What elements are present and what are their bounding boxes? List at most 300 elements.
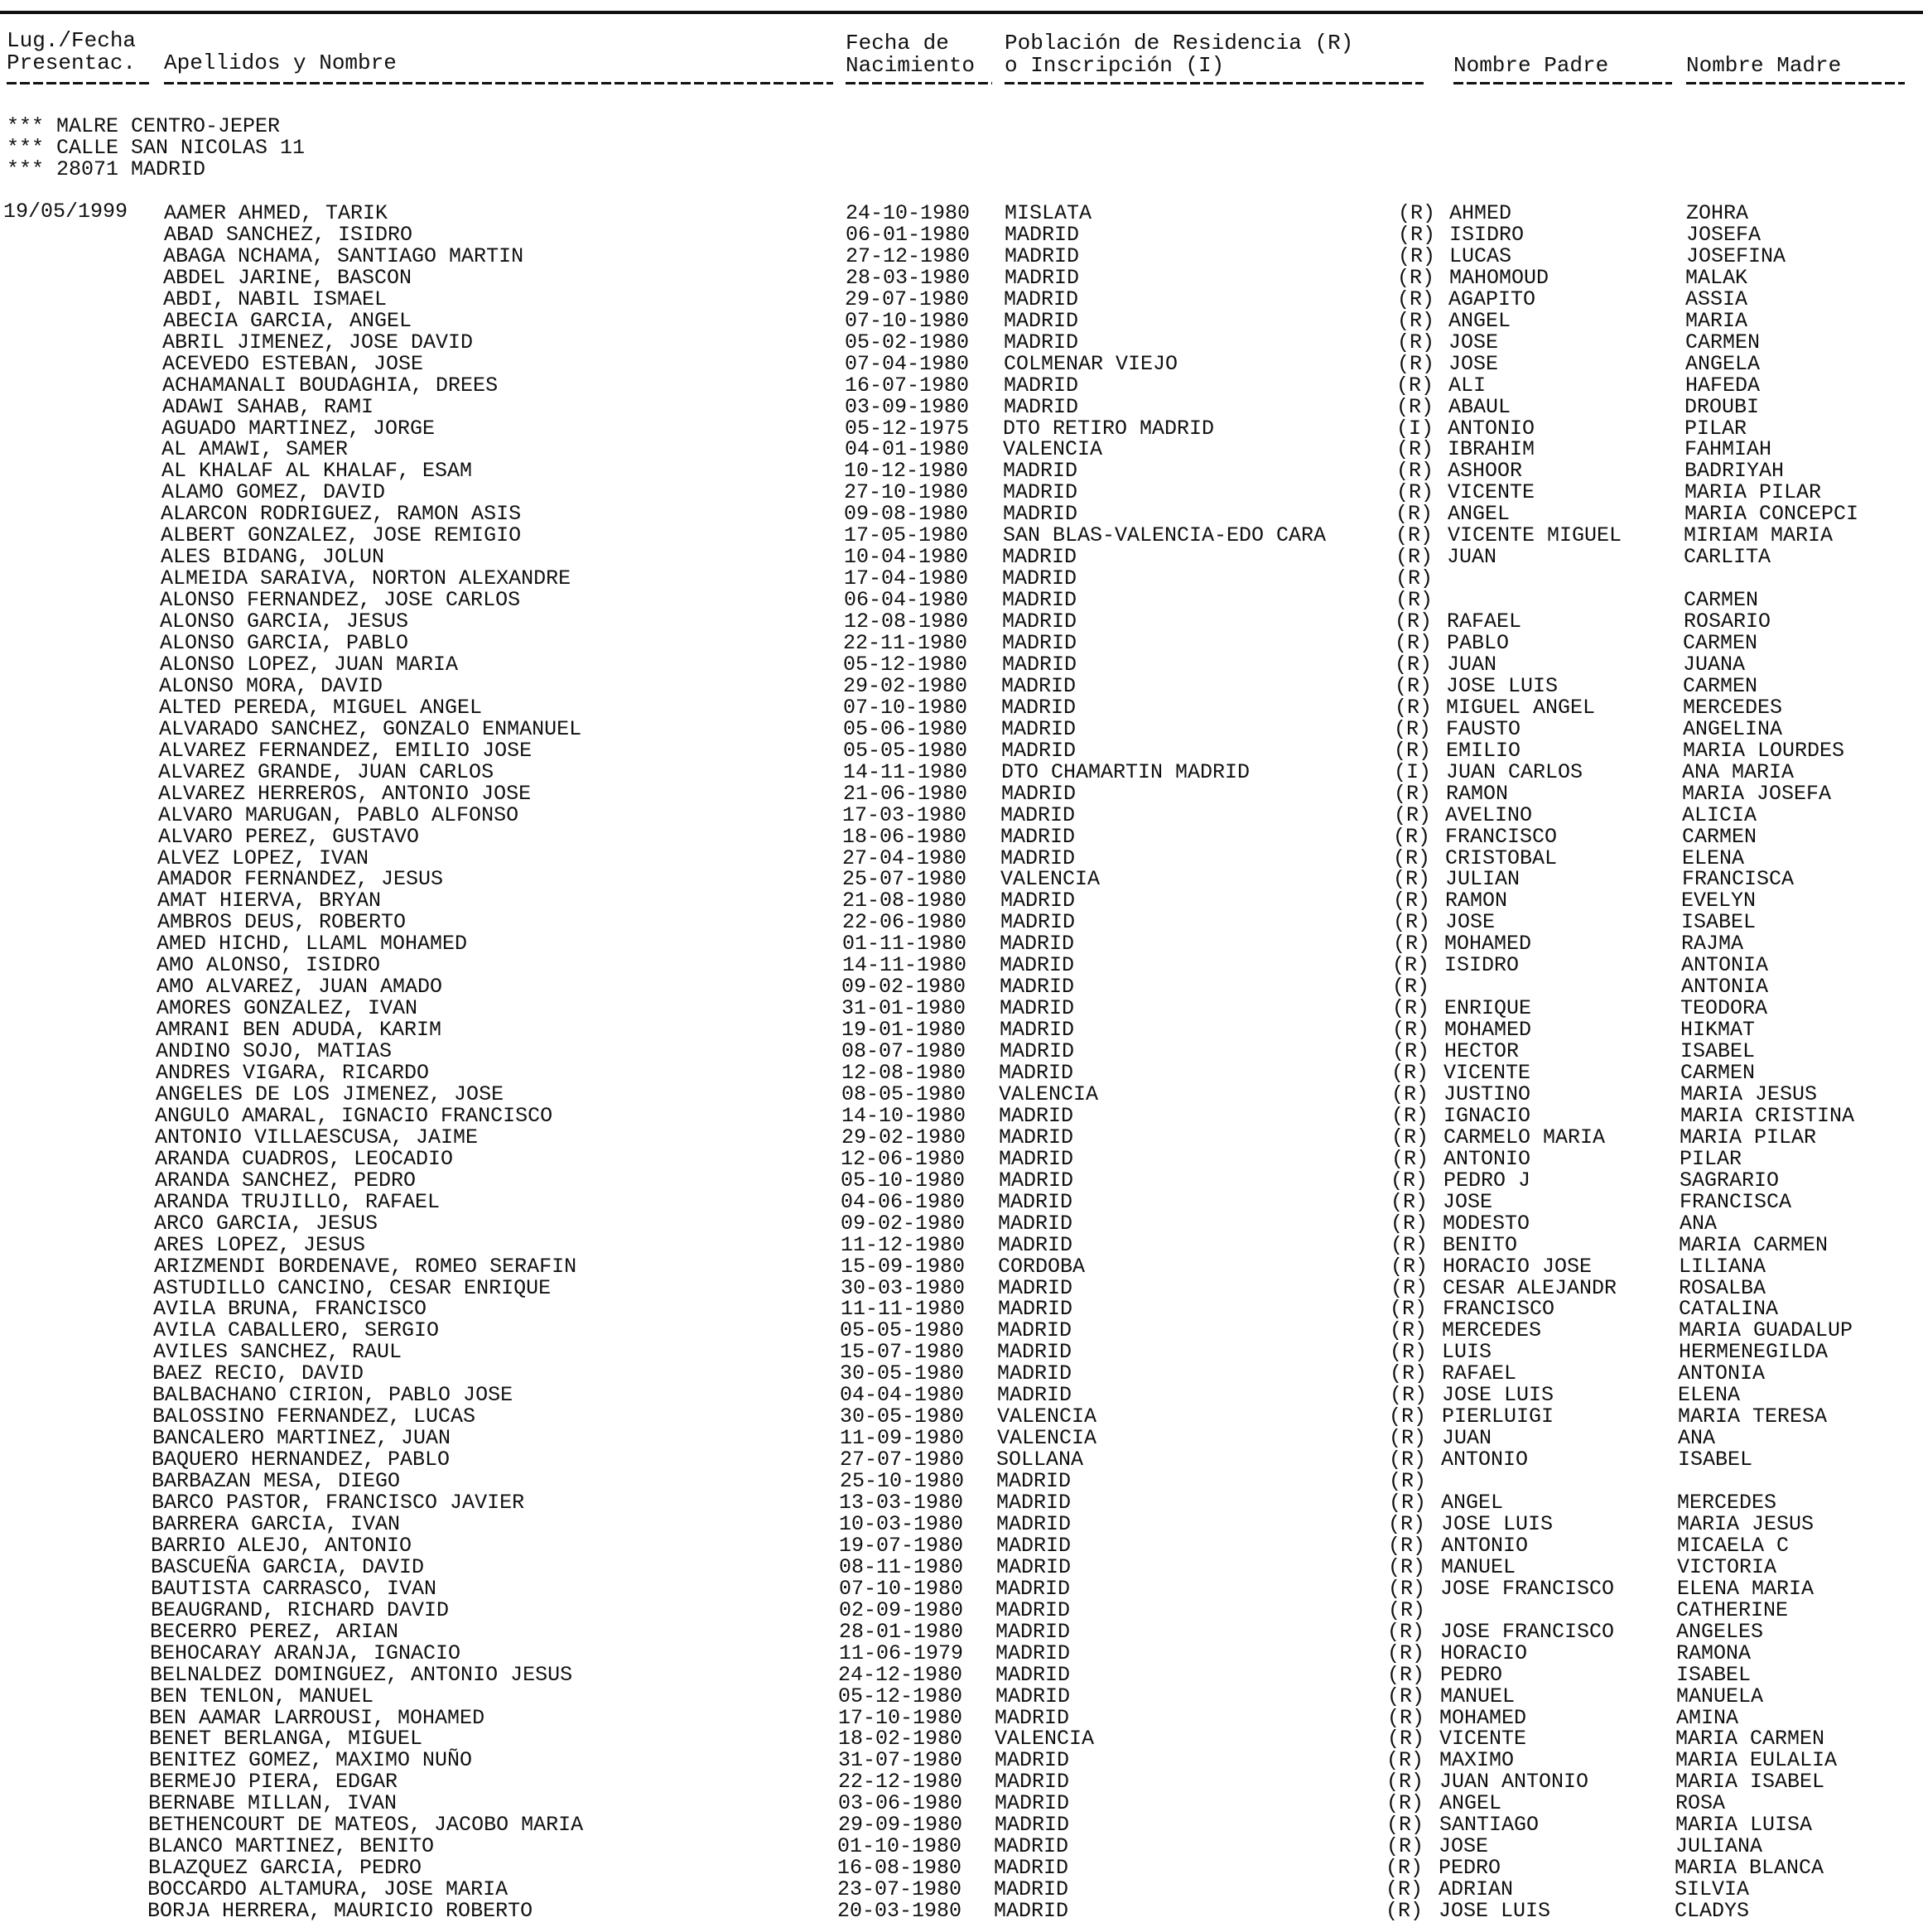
record-father-name: MOHAMED — [1439, 1706, 1527, 1730]
record-father-name: MOHAMED — [1444, 1018, 1532, 1042]
record-mother-name: FRANCISCA — [1682, 867, 1795, 891]
record-place: MADRID — [1001, 674, 1077, 698]
record-mother-name: ZOHRA — [1686, 201, 1749, 225]
record-father-name: ANGEL — [1448, 309, 1511, 333]
record-place: MADRID — [1000, 1018, 1075, 1042]
record-residence-type: (R) — [1395, 696, 1433, 720]
record-mother-name: JOSEFINA — [1686, 244, 1786, 268]
record-birth-date: 16-07-1980 — [845, 373, 970, 397]
record-residence-type: (R) — [1387, 1727, 1425, 1751]
record-birth-date: 22-11-1980 — [843, 631, 968, 655]
record-residence-type: (R) — [1395, 588, 1434, 612]
record-residence-type: (R) — [1391, 1082, 1429, 1106]
record-place: MADRID — [1002, 545, 1077, 569]
record-birth-date: 11-09-1980 — [840, 1426, 965, 1450]
record-birth-date: 11-11-1980 — [841, 1297, 966, 1321]
record-birth-date: 08-07-1980 — [841, 1039, 966, 1063]
record-place: MADRID — [1000, 1039, 1075, 1063]
record-birth-date: 27-04-1980 — [842, 846, 967, 870]
record-residence-type: (R) — [1395, 545, 1434, 569]
record-name: AMORES GONZALEZ, IVAN — [157, 996, 418, 1020]
record-birth-date: 09-02-1980 — [841, 975, 966, 999]
record-birth-date: 19-07-1980 — [839, 1534, 964, 1558]
record-residence-type: (R) — [1393, 825, 1431, 849]
record-name: BALBACHANO CIRION, PABLO JOSE — [152, 1383, 513, 1407]
record-residence-type: (R) — [1390, 1340, 1428, 1364]
record-name: ALES BIDANG, JOLUN — [161, 545, 385, 569]
record-mother-name: MARIA EULALIA — [1675, 1748, 1838, 1772]
record-father-name: VICENTE — [1448, 480, 1535, 504]
record-place: MADRID — [996, 1555, 1072, 1579]
record-name: BASCUEÑA GARCIA, DAVID — [151, 1555, 425, 1579]
record-father-name: FAUSTO — [1446, 717, 1521, 741]
record-residence-type: (R) — [1395, 631, 1433, 655]
record-birth-date: 14-11-1980 — [842, 953, 967, 977]
record-residence-type: (R) — [1390, 1383, 1428, 1407]
record-residence-type: (R) — [1386, 1791, 1424, 1815]
record-place: MADRID — [1000, 975, 1075, 999]
record-birth-date: 07-10-1980 — [839, 1577, 964, 1601]
record-residence-type: (R) — [1390, 1168, 1429, 1192]
record-place: MADRID — [999, 1168, 1074, 1192]
record-father-name: JOSE FRANCISCO — [1440, 1620, 1615, 1644]
record-father-name: LUIS — [1442, 1340, 1492, 1364]
top-rule — [0, 11, 1923, 14]
record-name: BARCO PASTOR, FRANCISCO JAVIER — [152, 1491, 525, 1515]
record-father-name: CESAR ALEJANDR — [1443, 1276, 1617, 1300]
record-father-name: JUAN CARLOS — [1446, 760, 1583, 784]
record-father-name: FRANCISCO — [1443, 1297, 1555, 1321]
record-name: BALOSSINO FERNANDEZ, LUCAS — [152, 1404, 476, 1429]
record-birth-date: 21-08-1980 — [842, 889, 967, 913]
record-mother-name: RAJMA — [1681, 932, 1744, 956]
record-place: MADRID — [997, 1318, 1072, 1342]
record-birth-date: 30-03-1980 — [841, 1276, 966, 1300]
record-residence-type: (R) — [1389, 1426, 1427, 1450]
record-place: DTO CHAMARTIN MADRID — [1001, 760, 1251, 784]
record-father-name: CARMELO MARIA — [1443, 1125, 1606, 1149]
record-mother-name: TEODORA — [1680, 996, 1768, 1020]
record-place: MADRID — [999, 1147, 1074, 1171]
record-place: VALENCIA — [999, 1082, 1099, 1106]
record-birth-date: 01-10-1980 — [837, 1834, 962, 1858]
record-mother-name: EVELYN — [1681, 889, 1757, 913]
record-birth-date: 31-07-1980 — [838, 1748, 963, 1772]
record-mother-name: MARIA CRISTINA — [1680, 1104, 1855, 1128]
record-place: MISLATA — [1005, 201, 1092, 225]
record-residence-type: (R) — [1388, 1598, 1426, 1622]
record-place: MADRID — [1000, 910, 1076, 934]
record-place: MADRID — [1005, 266, 1080, 290]
header-birth-line2: Nacimiento — [846, 53, 976, 78]
record-birth-date: 29-02-1980 — [843, 674, 968, 698]
record-residence-type: (R) — [1393, 867, 1431, 891]
record-name: AMRANI BEN ADUDA, KARIM — [156, 1018, 442, 1042]
record-mother-name: ANGELINA — [1683, 717, 1783, 741]
record-mother-name: JUANA — [1683, 653, 1746, 677]
record-mother-name: DROUBI — [1684, 395, 1760, 419]
record-father-name: PIERLUIGI — [1442, 1404, 1554, 1429]
record-place: MADRID — [1004, 287, 1079, 311]
record-place: MADRID — [1000, 846, 1076, 870]
record-birth-date: 28-01-1980 — [839, 1620, 964, 1644]
record-name: BENET BERLANGA, MIGUEL — [149, 1727, 423, 1751]
record-place: MADRID — [1002, 631, 1077, 655]
record-residence-type: (R) — [1398, 244, 1436, 268]
record-residence-type: (R) — [1392, 975, 1430, 999]
record-mother-name: MARIA PILAR — [1684, 480, 1822, 504]
record-place: VALENCIA — [997, 1426, 1097, 1450]
record-father-name: JUAN ANTONIO — [1439, 1770, 1589, 1794]
record-mother-name: ANA — [1680, 1212, 1718, 1236]
record-place: MADRID — [995, 1748, 1070, 1772]
header-mother: Nombre Madre — [1686, 53, 1842, 78]
record-mother-name: MALAK — [1685, 266, 1748, 290]
record-father-name: MOHAMED — [1444, 932, 1532, 956]
record-mother-name: HERMENEGILDA — [1679, 1340, 1829, 1364]
record-father-name: JOSE LUIS — [1442, 1383, 1554, 1407]
record-place: DTO RETIRO MADRID — [1003, 417, 1215, 441]
record-name: AMO ALONSO, ISIDRO — [157, 953, 381, 977]
record-father-name: LUCAS — [1449, 244, 1512, 268]
record-place: MADRID — [1001, 717, 1077, 741]
record-residence-type: (R) — [1386, 1834, 1424, 1858]
record-mother-name: MERCEDES — [1677, 1491, 1777, 1515]
record-father-name: MIGUEL ANGEL — [1446, 696, 1596, 720]
record-mother-name: HIKMAT — [1680, 1018, 1756, 1042]
header-underline — [1005, 82, 1424, 84]
record-mother-name: FAHMIAH — [1684, 437, 1772, 461]
record-father-name: PEDRO J — [1443, 1168, 1531, 1192]
record-name: ALVARO MARUGAN, PABLO ALFONSO — [158, 803, 519, 827]
record-residence-type: (R) — [1390, 1212, 1429, 1236]
record-name: ALVEZ LOPEZ, IVAN — [157, 846, 369, 870]
record-mother-name: ELENA — [1678, 1383, 1741, 1407]
record-place: MADRID — [997, 1340, 1072, 1364]
record-birth-date: 12-08-1980 — [841, 1061, 966, 1085]
record-residence-type: (R) — [1395, 523, 1434, 547]
record-father-name: MERCEDES — [1442, 1318, 1542, 1342]
record-mother-name: MARIA CARMEN — [1675, 1727, 1825, 1751]
record-father-name: JUAN — [1447, 545, 1497, 569]
record-mother-name: SILVIA — [1675, 1877, 1750, 1901]
record-mother-name: CARMEN — [1683, 631, 1758, 655]
record-name: ABRIL JIMENEZ, JOSE DAVID — [162, 330, 474, 354]
record-father-name: ASHOOR — [1448, 459, 1523, 483]
record-place: MADRID — [996, 1469, 1072, 1493]
record-mother-name: ROSALBA — [1679, 1276, 1766, 1300]
header-place-line2: o Inscripción (I) — [1005, 53, 1225, 78]
record-name: ABECIA GARCIA, ANGEL — [163, 309, 412, 333]
record-name: ARANDA SANCHEZ, PEDRO — [155, 1168, 417, 1192]
record-residence-type: (R) — [1397, 287, 1435, 311]
record-residence-type: (R) — [1394, 739, 1432, 763]
record-mother-name: LILIANA — [1679, 1255, 1766, 1279]
record-father-name: ANTONIO — [1441, 1448, 1529, 1472]
record-residence-type: (R) — [1393, 889, 1431, 913]
record-place: MADRID — [998, 1233, 1073, 1257]
record-residence-type: (R) — [1390, 1361, 1428, 1385]
record-birth-date: 05-05-1980 — [840, 1318, 965, 1342]
record-residence-type: (R) — [1393, 932, 1431, 956]
record-father-name: JUAN — [1447, 653, 1497, 677]
record-father-name: CRISTOBAL — [1445, 846, 1558, 870]
record-residence-type: (R) — [1389, 1404, 1427, 1429]
record-mother-name: CARLITA — [1684, 545, 1771, 569]
record-place: MADRID — [1000, 825, 1076, 849]
record-place: MADRID — [1001, 782, 1077, 806]
record-place: MADRID — [999, 1125, 1074, 1149]
record-birth-date: 24-10-1980 — [846, 201, 971, 225]
record-birth-date: 03-06-1980 — [838, 1791, 963, 1815]
record-residence-type: (R) — [1392, 1039, 1430, 1063]
record-birth-date: 30-05-1980 — [840, 1361, 965, 1385]
record-father-name: EMILIO — [1446, 739, 1521, 763]
record-birth-date: 07-04-1980 — [845, 352, 970, 376]
record-mother-name: MARIA BLANCA — [1675, 1856, 1824, 1880]
record-birth-date: 29-09-1980 — [838, 1813, 963, 1837]
record-mother-name: MARIA CARMEN — [1679, 1233, 1829, 1257]
record-place: MADRID — [1000, 953, 1075, 977]
record-father-name: JUSTINO — [1443, 1082, 1531, 1106]
record-mother-name: ALICIA — [1682, 803, 1757, 827]
record-residence-type: (R) — [1394, 782, 1432, 806]
record-birth-date: 17-10-1980 — [838, 1706, 963, 1730]
record-name: ALARCON RODRIGUEZ, RAMON ASIS — [161, 502, 522, 526]
record-name: BECERRO PEREZ, ARIAN — [150, 1620, 399, 1644]
record-name: ANDINO SOJO, MATIAS — [156, 1039, 393, 1063]
record-mother-name: MARIA — [1685, 309, 1748, 333]
record-father-name: PEDRO — [1439, 1856, 1501, 1880]
record-father-name: JOSE — [1448, 352, 1499, 376]
record-father-name: IGNACIO — [1443, 1104, 1531, 1128]
record-father-name: HECTOR — [1444, 1039, 1520, 1063]
record-father-name: ANGEL — [1448, 502, 1511, 526]
record-name: ALMEIDA SARAIVA, NORTON ALEXANDRE — [161, 566, 571, 590]
record-mother-name: BADRIYAH — [1684, 459, 1785, 483]
record-mother-name: ANTONIA — [1681, 975, 1769, 999]
record-residence-type: (R) — [1387, 1706, 1425, 1730]
record-birth-date: 05-02-1980 — [845, 330, 970, 354]
record-place: MADRID — [1005, 223, 1080, 247]
record-residence-type: (R) — [1395, 653, 1433, 677]
record-place: MADRID — [1001, 739, 1077, 763]
record-residence-type: (R) — [1395, 566, 1434, 590]
record-father-name: ANTONIO — [1448, 417, 1535, 441]
record-name: ARES LOPEZ, JESUS — [154, 1233, 366, 1257]
record-residence-type: (I) — [1396, 417, 1434, 441]
record-residence-type: (R) — [1396, 459, 1434, 483]
record-birth-date: 28-03-1980 — [846, 266, 971, 290]
header-presentation-line2: Presentac. — [7, 51, 137, 75]
record-father-name: JULIAN — [1445, 867, 1521, 891]
record-mother-name: PILAR — [1684, 417, 1747, 441]
record-residence-type: (R) — [1387, 1641, 1425, 1665]
record-mother-name: MARIA LOURDES — [1683, 739, 1845, 763]
record-mother-name: PILAR — [1680, 1147, 1742, 1171]
record-mother-name: MARIA JESUS — [1677, 1512, 1815, 1536]
record-mother-name: MANUELA — [1676, 1684, 1764, 1708]
record-place: MADRID — [1000, 889, 1076, 913]
record-birth-date: 14-11-1980 — [843, 760, 968, 784]
record-father-name: JOSE LUIS — [1439, 1899, 1551, 1923]
record-birth-date: 05-12-1975 — [845, 417, 970, 441]
record-birth-date: 10-04-1980 — [844, 545, 969, 569]
record-mother-name: ROSA — [1675, 1791, 1726, 1815]
record-mother-name: MERCEDES — [1683, 696, 1783, 720]
record-place: MADRID — [995, 1791, 1070, 1815]
record-name: AGUADO MARTINEZ, JORGE — [161, 417, 436, 441]
record-mother-name: ANA — [1678, 1426, 1716, 1450]
record-name: AMBROS DEUS, ROBERTO — [157, 910, 407, 934]
record-residence-type: (R) — [1386, 1770, 1424, 1794]
record-name: BOCCARDO ALTAMURA, JOSE MARIA — [147, 1877, 508, 1901]
record-mother-name: ANTONIA — [1678, 1361, 1766, 1385]
record-birth-date: 03-09-1980 — [845, 395, 970, 419]
record-father-name: BENITO — [1443, 1233, 1518, 1257]
record-name: ASTUDILLO CANCINO, CESAR ENRIQUE — [153, 1276, 552, 1300]
record-residence-type: (R) — [1391, 1061, 1429, 1085]
record-residence-type: (R) — [1387, 1620, 1425, 1644]
record-residence-type: (R) — [1390, 1255, 1429, 1279]
header-place-line1: Población de Residencia (R) — [1005, 31, 1354, 55]
record-mother-name: ANA MARIA — [1682, 760, 1795, 784]
record-birth-date: 27-12-1980 — [846, 244, 971, 268]
record-name: BERNABE MILLAN, IVAN — [148, 1791, 398, 1815]
record-place: MADRID — [1005, 244, 1080, 268]
record-birth-date: 17-03-1980 — [842, 803, 967, 827]
header-name: Apellidos y Nombre — [164, 51, 397, 75]
record-mother-name: CARMEN — [1683, 674, 1758, 698]
record-birth-date: 07-10-1980 — [843, 696, 968, 720]
record-residence-type: (R) — [1397, 266, 1435, 290]
record-mother-name: SAGRARIO — [1680, 1168, 1780, 1192]
record-residence-type: (R) — [1397, 309, 1435, 333]
record-father-name: ANGEL — [1439, 1791, 1502, 1815]
record-place: MADRID — [1002, 609, 1077, 634]
record-place: MADRID — [1002, 653, 1077, 677]
record-birth-date: 05-12-1980 — [838, 1684, 963, 1708]
record-birth-date: 18-06-1980 — [842, 825, 967, 849]
record-mother-name: MIRIAM MARIA — [1684, 523, 1834, 547]
record-name: BAEZ RECIO, DAVID — [152, 1361, 364, 1385]
record-place: MADRID — [1004, 373, 1079, 397]
record-father-name: AVELINO — [1445, 803, 1533, 827]
record-mother-name: ISABEL — [1676, 1663, 1752, 1687]
record-name: AMED HICHD, LLAML MOHAMED — [157, 932, 468, 956]
record-name: BEN TENLON, MANUEL — [150, 1684, 374, 1708]
record-mother-name: CARMEN — [1684, 588, 1759, 612]
record-place: MADRID — [1000, 932, 1075, 956]
record-birth-date: 23-07-1980 — [837, 1877, 962, 1901]
record-residence-type: (R) — [1386, 1813, 1424, 1837]
record-birth-date: 27-07-1980 — [840, 1448, 965, 1472]
record-residence-type: (R) — [1388, 1512, 1426, 1536]
record-residence-type: (R) — [1390, 1190, 1429, 1214]
record-name: AL KHALAF AL KHALAF, ESAM — [161, 459, 473, 483]
record-father-name: HORACIO — [1440, 1641, 1528, 1665]
record-place: MADRID — [998, 1212, 1073, 1236]
record-mother-name: MARIA LUISA — [1675, 1813, 1813, 1837]
record-father-name: RAMON — [1445, 889, 1508, 913]
record-mother-name: VICTORIA — [1677, 1555, 1777, 1579]
record-father-name: JOSE LUIS — [1441, 1512, 1554, 1536]
record-place: MADRID — [998, 1190, 1073, 1214]
record-mother-name: CARMEN — [1682, 825, 1757, 849]
record-place: MADRID — [994, 1899, 1069, 1923]
record-father-name: ISIDRO — [1444, 953, 1520, 977]
record-name: AMAT HIERVA, BRYAN — [157, 889, 382, 913]
record-mother-name: MARIA JESUS — [1680, 1082, 1818, 1106]
record-mother-name: CARMEN — [1685, 330, 1761, 354]
record-birth-date: 17-05-1980 — [844, 523, 969, 547]
record-birth-date: 05-10-1980 — [841, 1168, 966, 1192]
record-birth-date: 04-01-1980 — [845, 437, 970, 461]
record-residence-type: (R) — [1396, 395, 1434, 419]
record-father-name: ISIDRO — [1449, 223, 1525, 247]
record-residence-type: (R) — [1398, 201, 1436, 225]
record-father-name: ANTONIO — [1441, 1534, 1529, 1558]
record-mother-name: ELENA — [1682, 846, 1745, 870]
header-presentation-line1: Lug./Fecha — [7, 28, 137, 53]
record-mother-name: ANGELA — [1685, 352, 1761, 376]
record-mother-name: ANGELES — [1676, 1620, 1764, 1644]
record-birth-date: 05-06-1980 — [843, 717, 968, 741]
record-place: MADRID — [1003, 480, 1078, 504]
presentation-date: 19/05/1999 — [3, 200, 128, 224]
record-residence-type: (R) — [1395, 502, 1434, 526]
record-place: CORDOBA — [998, 1255, 1086, 1279]
record-name: BEAUGRAND, RICHARD DAVID — [151, 1598, 450, 1622]
record-residence-type: (R) — [1388, 1555, 1426, 1579]
record-name: BORJA HERRERA, MAURICIO ROBERTO — [147, 1899, 533, 1923]
record-father-name: AGAPITO — [1448, 287, 1536, 311]
record-place: MADRID — [998, 1297, 1073, 1321]
record-name: BANCALERO MARTINEZ, JUAN — [152, 1426, 451, 1450]
record-father-name: MODESTO — [1443, 1212, 1530, 1236]
record-birth-date: 19-01-1980 — [841, 1018, 966, 1042]
record-residence-type: (R) — [1391, 1104, 1429, 1128]
record-father-name: ABAUL — [1448, 395, 1511, 419]
record-birth-date: 25-07-1980 — [842, 867, 967, 891]
record-place: MADRID — [997, 1383, 1072, 1407]
record-name: BARRIO ALEJO, ANTONIO — [151, 1534, 412, 1558]
record-father-name: AHMED — [1449, 201, 1512, 225]
record-place: MADRID — [1001, 696, 1077, 720]
record-name: ARANDA CUADROS, LEOCADIO — [155, 1147, 454, 1171]
record-name: BLANCO MARTINEZ, BENITO — [148, 1834, 435, 1858]
record-birth-date: 04-04-1980 — [840, 1383, 965, 1407]
record-name: AL AMAWI, SAMER — [161, 437, 349, 461]
record-place: MADRID — [1003, 502, 1078, 526]
record-place: MADRID — [995, 1813, 1070, 1837]
record-name: AMADOR FERNANDEZ, JESUS — [157, 867, 444, 891]
record-name: AVILA CABALLERO, SERGIO — [153, 1318, 440, 1342]
record-residence-type: (R) — [1390, 1276, 1429, 1300]
record-mother-name: ROSARIO — [1684, 609, 1771, 634]
record-place: MADRID — [1004, 309, 1079, 333]
record-mother-name: FRANCISCA — [1680, 1190, 1792, 1214]
record-birth-date: 17-04-1980 — [844, 566, 969, 590]
record-place: MADRID — [1002, 566, 1077, 590]
record-father-name: MANUEL — [1441, 1555, 1516, 1579]
record-place: MADRID — [995, 1641, 1071, 1665]
record-father-name: ALI — [1448, 373, 1487, 397]
record-place: COLMENAR VIEJO — [1004, 352, 1178, 376]
record-birth-date: 12-08-1980 — [844, 609, 969, 634]
record-residence-type: (R) — [1387, 1684, 1425, 1708]
record-birth-date: 04-06-1980 — [841, 1190, 966, 1214]
